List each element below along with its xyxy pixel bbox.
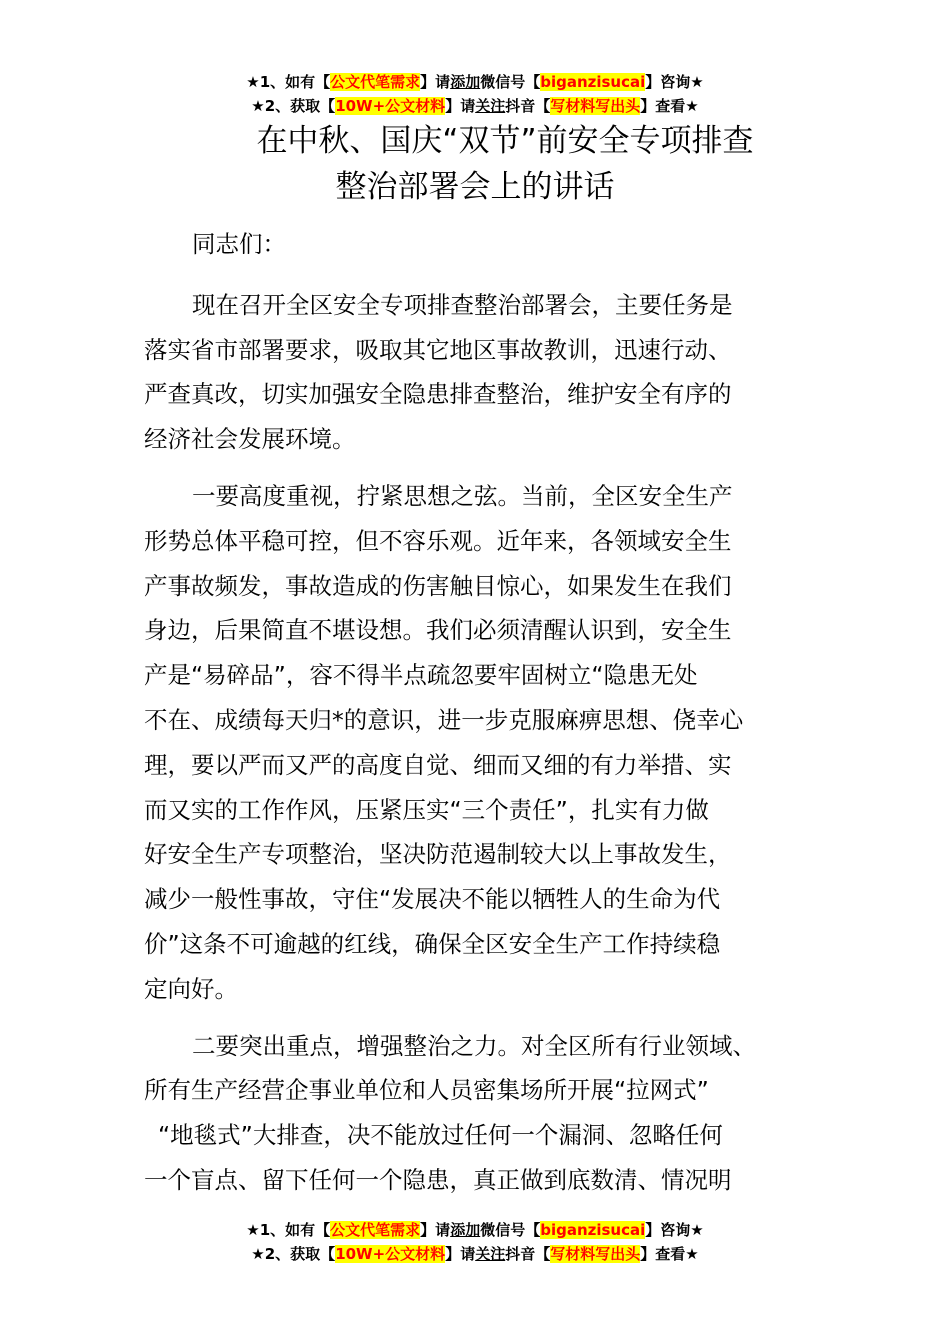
banner-text: 】请 xyxy=(420,73,451,91)
text-line: 定向好。 xyxy=(144,974,238,1003)
text-line: 好安全生产专项整治，坚决防范遏制较大以上事故发生， xyxy=(144,840,732,869)
highlight-wechat-id: biganzisucai xyxy=(540,73,646,91)
text-line: 落实省市部署要求，吸取其它地区事故教训，迅速行动、 xyxy=(144,335,732,364)
banner-text: 】查看★ xyxy=(640,1245,699,1263)
text-line: 经济社会发展环境。 xyxy=(144,425,356,454)
star-icon: ★ xyxy=(251,97,265,115)
text-line: 理，要以严而又严的高度自觉、细而又细的有力举措、实 xyxy=(144,750,732,779)
highlight-wechat-id: biganzisucai xyxy=(540,1221,646,1239)
text-line: 一个盲点、留下任何一个隐患，真正做到底数清、情况明 xyxy=(144,1165,732,1194)
footer-banner xyxy=(0,1218,950,1266)
text-line: 减少一般性事故，守住“发展决不能以牺牲人的生命为代 xyxy=(144,885,721,914)
text-line: 二要突出重点，增强整治之力。对全区所有行业领域、 xyxy=(192,1031,756,1060)
salutation: 同志们： xyxy=(192,230,286,258)
highlight-service: 公文代笔需求 xyxy=(330,73,421,91)
paragraph-3 xyxy=(144,1024,812,1203)
title-line-1: 在中秋、国庆“双节”前安全专项排查 xyxy=(256,123,754,159)
banner-text: 】请 xyxy=(445,1245,476,1263)
banner-text: 2、获取【 xyxy=(264,1245,336,1263)
paragraph-2 xyxy=(144,474,812,1012)
text-line: 所有生产经营企事业单位和人员密集场所开展“拉网式” xyxy=(144,1076,709,1105)
text-line: 价”这条不可逾越的红线，确保全区安全生产工作持续稳 xyxy=(144,929,721,958)
star-icon: ★ xyxy=(246,1221,260,1239)
banner-text: 1、如有【 xyxy=(259,1221,331,1239)
highlight-materials: 10W+公文材料 xyxy=(335,1245,446,1263)
text-line: 现在召开全区安全专项排查整治部署会，主要任务是 xyxy=(192,290,733,319)
text-line: 形势总体平稳可控，但不容乐观。近年来，各领域安全生 xyxy=(144,526,732,555)
highlight-douyin: 写材料写出头 xyxy=(550,1245,641,1263)
highlight-materials: 10W+公文材料 xyxy=(335,97,446,115)
banner-text: 】查看★ xyxy=(640,97,699,115)
highlight-service: 公文代笔需求 xyxy=(330,1221,421,1239)
banner-line-1 xyxy=(0,70,950,94)
banner-text: 微信号【 xyxy=(480,1221,541,1239)
text-line: 产事故频发，事故造成的伤害触目惊心，如果发生在我们 xyxy=(144,571,732,600)
banner-text: 微信号【 xyxy=(480,73,541,91)
banner-underlined: 关注 xyxy=(475,97,506,115)
banner-text: 】咨询★ xyxy=(645,73,704,91)
banner-underlined: 添加 xyxy=(450,73,481,91)
text-line: 产是“易碎品”，容不得半点疏忽要牢固树立“隐患无处 xyxy=(144,661,698,690)
banner-line-1 xyxy=(0,1218,950,1242)
document-body xyxy=(144,222,812,1215)
text-line: “地毯式”大排查，决不能放过任何一个漏洞、忽略任何 xyxy=(158,1121,723,1150)
text-line: 一要高度重视，拧紧思想之弦。当前，全区安全生产 xyxy=(192,481,733,510)
star-icon: ★ xyxy=(246,73,260,91)
banner-underlined: 添加 xyxy=(450,1221,481,1239)
document-title xyxy=(0,118,950,210)
text-line: 而又实的工作作风，压紧压实“三个责任”，扎实有力做 xyxy=(144,795,709,824)
header-banner xyxy=(0,70,950,118)
banner-text: 】请 xyxy=(445,97,476,115)
title-line-2: 整治部署会上的讲话 xyxy=(335,169,615,205)
paragraph-1 xyxy=(144,283,812,462)
banner-line-2 xyxy=(0,1242,950,1266)
text-line: 身边，后果简直不堪设想。我们必须清醒认识到，安全生 xyxy=(144,616,732,645)
banner-text: 抖音【 xyxy=(505,1245,551,1263)
banner-text: 抖音【 xyxy=(505,97,551,115)
banner-text: 】咨询★ xyxy=(645,1221,704,1239)
banner-underlined: 关注 xyxy=(475,1245,506,1263)
highlight-douyin: 写材料写出头 xyxy=(550,97,641,115)
text-line: 严查真改，切实加强安全隐患排查整治，维护安全有序的 xyxy=(144,380,732,409)
banner-text: 2、获取【 xyxy=(264,97,336,115)
banner-line-2 xyxy=(0,94,950,118)
star-icon: ★ xyxy=(251,1245,265,1263)
banner-text: 】请 xyxy=(420,1221,451,1239)
banner-text: 1、如有【 xyxy=(259,73,331,91)
text-line: 不在、成绩每天归*的意识，进一步克服麻痹思想、侥幸心 xyxy=(144,705,744,734)
